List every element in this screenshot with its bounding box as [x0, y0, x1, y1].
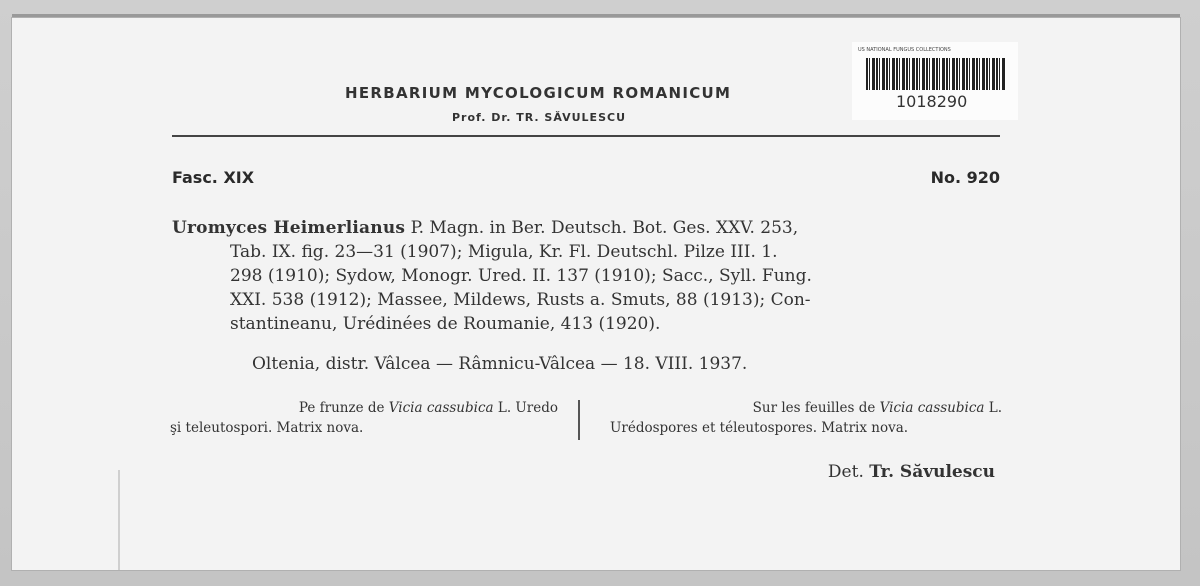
citation-line-2: Tab. IX. fig. 23—31 (1907); Migula, Kr. Fl. Deutschl. Pilze III. 1. [230, 242, 778, 262]
barcode-sticker [852, 42, 1018, 120]
citation-line-1 [172, 216, 1000, 240]
host-name: Vicia cassubica [879, 400, 985, 416]
species-name: Uromyces Heimerlianus [172, 218, 406, 238]
note-text: L. [984, 400, 1002, 416]
citation-text: P. Magn. in Ber. Deutsch. Bot. Ges. XXV. 253, [405, 218, 799, 238]
host-name: Vicia cassubica [388, 400, 494, 416]
note-romanian-line-2: şi teleutospori. Matrix nova. [170, 420, 364, 436]
herbarium-title: HERBARIUM MYCOLOGICUM ROMANICUM [345, 84, 732, 102]
locality-text: Oltenia, distr. Vâlcea — Râmnicu-Vâlcea — 18. VIII. 1937. [252, 354, 748, 374]
determiner-label: Det. [827, 462, 864, 482]
specimen-number: No. 920 [930, 168, 1000, 187]
citation-line-5: stantineanu, Urédinées de Roumanie, 413 (1920). [230, 314, 661, 334]
citation-line-4: XXI. 538 (1912); Massee, Mildews, Rusts a. Smuts, 88 (1913); Con- [230, 290, 811, 310]
note-french-line-2: Urédospores et téleutospores. Matrix nova. [610, 420, 909, 436]
note-divider [578, 400, 580, 440]
note-text: Sur les feuilles de [752, 400, 880, 416]
barcode-caption: US NATIONAL FUNGUS COLLECTIONS [858, 47, 951, 53]
curator-name: Prof. Dr. TR. SĂVULESCU [452, 111, 627, 124]
citation-line-3: 298 (1910); Sydow, Monogr. Ured. II. 137 (1910); Sacc., Syll. Fung. [230, 266, 812, 286]
note-text: L. Uredo [493, 400, 558, 416]
header-rule [172, 135, 1000, 137]
fascicle-label: Fasc. XIX [172, 168, 255, 187]
citation-block [172, 216, 1000, 336]
note-romanian [170, 398, 558, 438]
barcode-number: 1018290 [896, 92, 968, 111]
note-french-line-1 [610, 398, 1002, 418]
determiner [828, 462, 995, 482]
note-romanian-line-1 [170, 398, 558, 418]
barcode-icon [866, 58, 1006, 90]
note-french [610, 398, 1002, 438]
determiner-name: Tr. Săvulescu [869, 462, 995, 482]
label-crease [118, 470, 120, 570]
note-text: Pe frunze de [298, 400, 389, 416]
